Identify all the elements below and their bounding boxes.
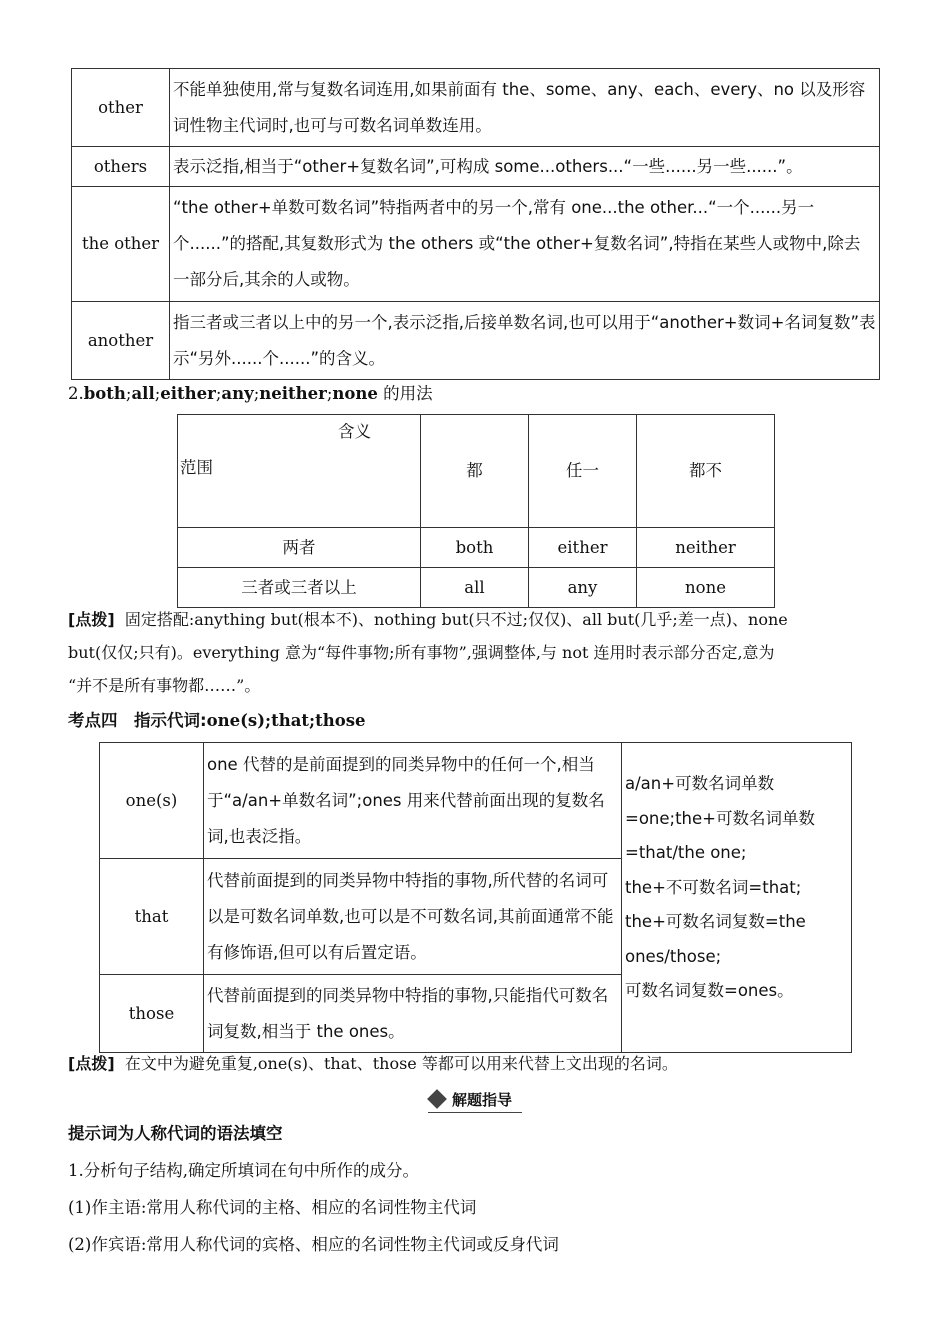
term-cell: others — [72, 147, 170, 187]
header-scope: 范围 — [180, 458, 213, 477]
desc-cell: one 代替的是前面提到的同类异物中的任何一个,相当于“a/an+单数名词”;ones 用来代替前面出现的复数名词,也表泛指。 — [204, 743, 622, 859]
table-row — [100, 743, 852, 859]
scope-cell: 两者 — [178, 528, 421, 568]
value-cell: all — [421, 568, 529, 608]
equivalence-cell: a/an+可数名词单数 =one;the+可数名词单数 =that/the one; the+不可数名词=that; the+可数名词复数=the ones/those; 可数名词复数=ones。 — [622, 743, 852, 1053]
tip-note: [点拨] 在文中为避免重复,one(s)、that、those 等都可以用来代替上文出现的名词。 — [68, 1054, 678, 1073]
term-cell: the other — [72, 187, 170, 302]
tips-paragraph: (2)作宾语:常用人称代词的宾格、相应的名词性物主代词或反身代词 — [68, 1235, 559, 1254]
column-header-any: 任一 — [529, 415, 637, 528]
term-cell: that — [100, 859, 204, 975]
desc-cell: 表示泛指,相当于“other+复数名词”,可构成 some...others...“一些......另一些......”。 — [170, 147, 880, 187]
section-heading: 考点四 指示代词:one(s);that;those — [68, 711, 366, 730]
table-row — [178, 568, 775, 608]
value-cell: both — [421, 528, 529, 568]
demonstrative-table — [99, 742, 852, 1053]
term-cell: another — [72, 302, 170, 380]
table-row — [72, 147, 880, 187]
desc-cell: 指三者或三者以上中的另一个,表示泛指,后接单数名词,也可以用于“another+数词+名词复数”表示“另外......个......”的含义。 — [170, 302, 880, 380]
tips-title: 提示词为人称代词的语法填空 — [68, 1124, 283, 1143]
desc-cell: 代替前面提到的同类异物中特指的事物,只能指代可数名词复数,相当于 the ones。 — [204, 975, 622, 1053]
value-cell: neither — [637, 528, 775, 568]
other-usage-table — [71, 68, 880, 380]
value-cell: either — [529, 528, 637, 568]
column-header-none: 都不 — [637, 415, 775, 528]
value-cell: none — [637, 568, 775, 608]
tips-paragraph: (1)作主语:常用人称代词的主格、相应的名词性物主代词 — [68, 1198, 477, 1217]
scope-cell: 三者或三者以上 — [178, 568, 421, 608]
desc-cell: 不能单独使用,常与复数名词连用,如果前面有 the、some、any、each、every、no 以及形容词性物主代词时,也可与可数名词单数连用。 — [170, 69, 880, 147]
term-cell: one(s) — [100, 743, 204, 859]
section-heading: 2.both;all;either;any;neither;none 的用法 — [68, 384, 433, 403]
tip-tag: [点拨] — [68, 610, 115, 629]
table-row — [72, 187, 880, 302]
term-cell: other — [72, 69, 170, 147]
term-cell: those — [100, 975, 204, 1053]
desc-cell: “the other+单数可数名词”特指两者中的另一个,常有 one...the other...“一个......另一个......”的搭配,其复数形式为 the others 或“the other+复数名词”,特指在某些人或物中,除去一部分后,其余的人或物。 — [170, 187, 880, 302]
table-row — [72, 302, 880, 380]
tip-note: [点拨] 固定搭配:anything but(根本不)、nothing but(只不过;仅仅)、all but(几乎;差一点)、none but(仅仅;只有)。everything 意为“每件事物;所有事物”,强调整体,与 not 连用时表示部分否定,意为 “并不是所有事物都……”。 — [68, 610, 788, 695]
diagonal-header-cell — [178, 415, 421, 528]
solving-guide-label: 解题指导 — [428, 1086, 522, 1113]
column-header-all: 都 — [421, 415, 529, 528]
tip-tag: [点拨] — [68, 1054, 115, 1073]
table-row — [178, 528, 775, 568]
tips-paragraph: 1.分析句子结构,确定所填词在句中所作的成分。 — [68, 1161, 419, 1180]
value-cell: any — [529, 568, 637, 608]
header-meaning: 含义 — [338, 422, 371, 441]
table-header-row — [178, 415, 775, 528]
table-row — [72, 69, 880, 147]
desc-cell: 代替前面提到的同类异物中特指的事物,所代替的名词可以是可数名词单数,也可以是不可数名词,其前面通常不能有修饰语,但可以有后置定语。 — [204, 859, 622, 975]
both-all-table — [177, 414, 775, 608]
diamond-icon — [427, 1089, 447, 1109]
